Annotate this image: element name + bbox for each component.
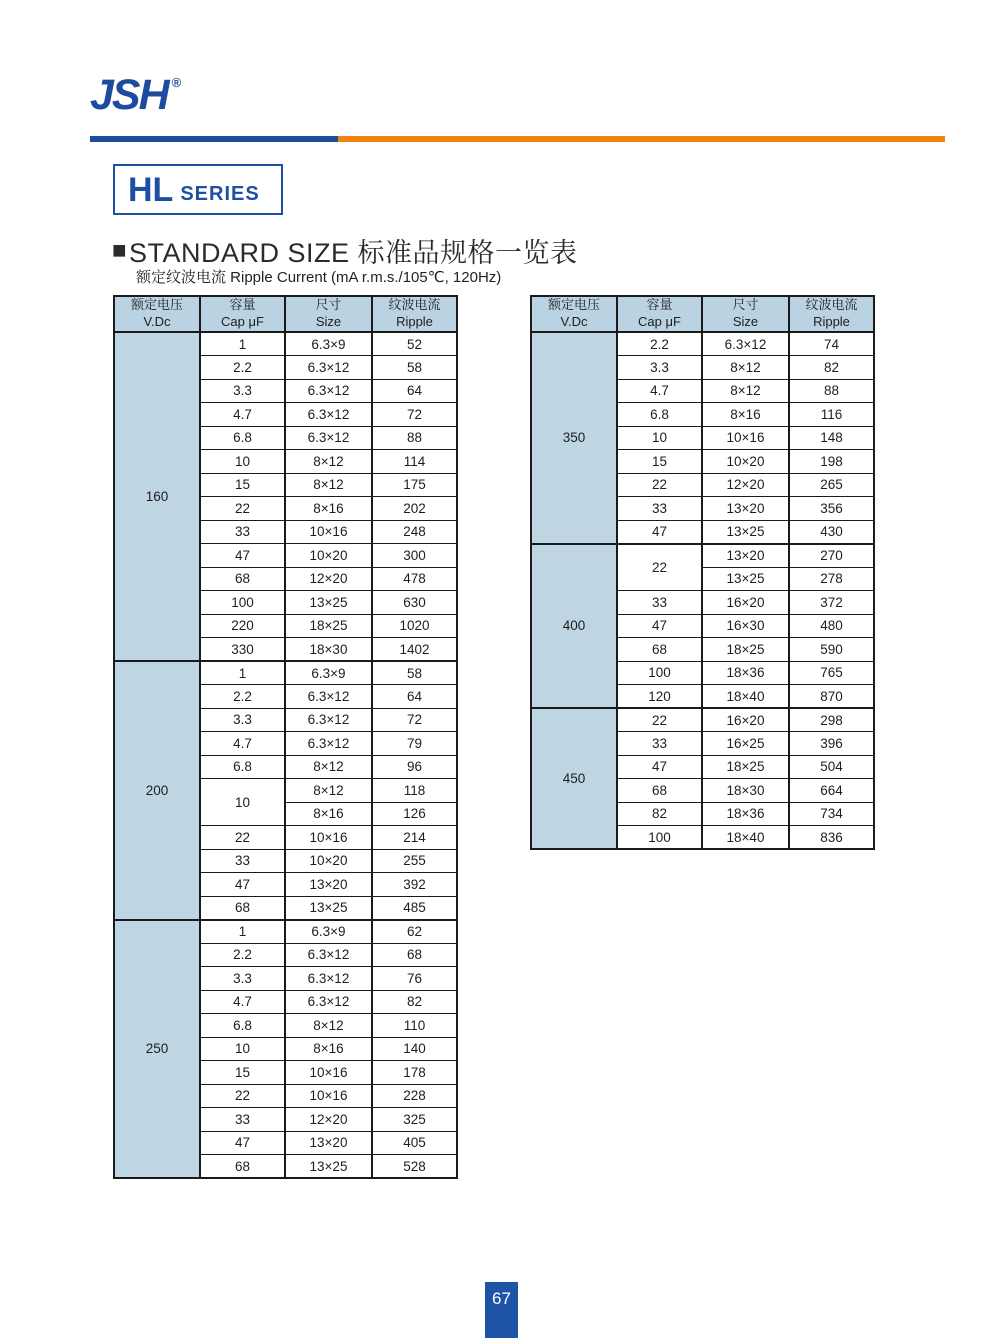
header-row (531, 296, 874, 332)
cap-cell: 68 (200, 567, 285, 591)
size-cell: 6.3×12 (285, 426, 372, 450)
spec-table-left-container (113, 295, 458, 1179)
size-cell: 8×12 (285, 779, 372, 803)
cap-cell: 10 (200, 1037, 285, 1061)
size-cell: 10×16 (285, 1084, 372, 1108)
size-cell: 6.3×12 (285, 990, 372, 1014)
ripple-cell: 88 (372, 426, 457, 450)
size-cell: 8×12 (702, 379, 789, 403)
cap-cell: 82 (617, 802, 702, 826)
ripple-cell: 270 (789, 544, 874, 568)
ripple-cell: 298 (789, 708, 874, 732)
ripple-cell: 72 (372, 403, 457, 427)
cap-cell: 68 (200, 1155, 285, 1179)
cap-cell: 4.7 (200, 990, 285, 1014)
cap-cell: 6.8 (200, 1014, 285, 1038)
ripple-cell: 82 (789, 356, 874, 380)
ripple-cell: 110 (372, 1014, 457, 1038)
table-row (531, 544, 874, 568)
ripple-cell: 64 (372, 379, 457, 403)
cap-cell: 4.7 (200, 732, 285, 756)
size-cell: 13×20 (285, 873, 372, 897)
size-cell: 6.3×12 (285, 685, 372, 709)
size-cell: 6.3×12 (285, 708, 372, 732)
size-cell: 13×25 (702, 567, 789, 591)
size-cell: 8×12 (702, 356, 789, 380)
voltage-cell: 200 (114, 661, 200, 920)
table-row (114, 332, 457, 356)
ripple-cell: 485 (372, 896, 457, 920)
ripple-cell: 140 (372, 1037, 457, 1061)
cap-cell: 10 (200, 450, 285, 474)
spec-table-right (530, 295, 875, 850)
size-cell: 18×40 (702, 685, 789, 709)
size-cell: 10×20 (285, 544, 372, 568)
size-cell: 10×20 (702, 450, 789, 474)
size-cell: 18×36 (702, 802, 789, 826)
ripple-cell: 1020 (372, 614, 457, 638)
size-cell: 18×25 (702, 755, 789, 779)
size-cell: 6.3×9 (285, 661, 372, 685)
cap-cell: 1 (200, 920, 285, 944)
size-cell: 6.3×12 (285, 403, 372, 427)
table-row (114, 661, 457, 685)
size-cell: 6.3×12 (285, 379, 372, 403)
cap-cell: 47 (200, 873, 285, 897)
size-cell: 18×25 (285, 614, 372, 638)
cap-cell: 22 (200, 497, 285, 521)
size-cell: 10×16 (285, 520, 372, 544)
size-cell: 18×40 (702, 826, 789, 850)
column-header-cap: 容量 Cap μF (200, 296, 285, 332)
ripple-cell: 630 (372, 591, 457, 615)
size-cell: 6.3×12 (285, 356, 372, 380)
divider-blue-segment (90, 136, 338, 142)
ripple-cell: 228 (372, 1084, 457, 1108)
cap-cell: 33 (200, 1108, 285, 1132)
cap-cell: 33 (617, 732, 702, 756)
ripple-cell: 255 (372, 849, 457, 873)
ripple-cell: 64 (372, 685, 457, 709)
ripple-cell: 82 (372, 990, 457, 1014)
size-cell: 13×20 (702, 544, 789, 568)
cap-cell: 47 (200, 1131, 285, 1155)
size-cell: 18×30 (702, 779, 789, 803)
spec-table-right-container (530, 295, 875, 850)
column-header-ripple: 纹波电流 Ripple (372, 296, 457, 332)
ripple-cell: 528 (372, 1155, 457, 1179)
ripple-cell: 265 (789, 473, 874, 497)
voltage-cell: 250 (114, 920, 200, 1179)
size-cell: 13×25 (702, 520, 789, 544)
registered-trademark-icon: ® (171, 75, 182, 90)
cap-cell: 33 (200, 849, 285, 873)
column-header-voltage: 额定电压 V.Dc (114, 296, 200, 332)
table-row (114, 920, 457, 944)
size-cell: 18×25 (702, 638, 789, 662)
ripple-cell: 118 (372, 779, 457, 803)
size-cell: 13×25 (285, 896, 372, 920)
size-cell: 13×20 (702, 497, 789, 521)
size-cell: 12×20 (285, 567, 372, 591)
column-header-cap: 容量 Cap μF (617, 296, 702, 332)
cap-cell: 22 (617, 544, 702, 591)
cap-cell: 47 (200, 544, 285, 568)
cap-cell: 3.3 (200, 379, 285, 403)
cap-cell: 1 (200, 332, 285, 356)
series-label: SERIES (180, 182, 260, 205)
ripple-cell: 88 (789, 379, 874, 403)
ripple-cell: 58 (372, 661, 457, 685)
cap-cell: 2.2 (617, 332, 702, 356)
size-cell: 10×20 (285, 849, 372, 873)
voltage-cell: 400 (531, 544, 617, 709)
ripple-cell: 278 (789, 567, 874, 591)
ripple-cell: 96 (372, 755, 457, 779)
cap-cell: 33 (200, 520, 285, 544)
voltage-cell: 350 (531, 332, 617, 544)
ripple-cell: 178 (372, 1061, 457, 1085)
cap-cell: 100 (617, 661, 702, 685)
cap-cell: 3.3 (200, 708, 285, 732)
ripple-cell: 72 (372, 708, 457, 732)
cap-cell: 10 (200, 779, 285, 826)
cap-cell: 120 (617, 685, 702, 709)
ripple-cell: 836 (789, 826, 874, 850)
ripple-cell: 504 (789, 755, 874, 779)
ripple-cell: 74 (789, 332, 874, 356)
section-subtitle: 额定纹波电流 Ripple Current (mA r.m.s./105℃, 120Hz) (136, 269, 502, 286)
brand-logo (90, 71, 182, 119)
size-cell: 8×16 (285, 1037, 372, 1061)
ripple-cell: 325 (372, 1108, 457, 1132)
size-cell: 8×12 (285, 1014, 372, 1038)
ripple-cell: 430 (789, 520, 874, 544)
size-cell: 18×36 (702, 661, 789, 685)
cap-cell: 15 (200, 473, 285, 497)
spec-table-left (113, 295, 458, 1179)
size-cell: 6.3×12 (285, 967, 372, 991)
size-cell: 10×16 (285, 1061, 372, 1085)
size-cell: 10×16 (285, 826, 372, 850)
series-badge (113, 164, 283, 215)
table-row (531, 708, 874, 732)
size-cell: 18×30 (285, 638, 372, 662)
size-cell: 16×20 (702, 708, 789, 732)
ripple-cell: 76 (372, 967, 457, 991)
cap-cell: 2.2 (200, 685, 285, 709)
title-bullet-icon: ■ (112, 236, 127, 264)
ripple-cell: 175 (372, 473, 457, 497)
ripple-cell: 372 (789, 591, 874, 615)
size-cell: 6.3×9 (285, 920, 372, 944)
cap-cell: 1 (200, 661, 285, 685)
ripple-cell: 198 (789, 450, 874, 474)
size-cell: 8×16 (285, 497, 372, 521)
brand-logo-text: JSH (90, 71, 168, 119)
size-cell: 8×12 (285, 450, 372, 474)
column-header-voltage: 额定电压 V.Dc (531, 296, 617, 332)
divider-orange-segment (338, 136, 945, 142)
ripple-cell: 478 (372, 567, 457, 591)
ripple-cell: 202 (372, 497, 457, 521)
size-cell: 6.3×9 (285, 332, 372, 356)
size-cell: 6.3×12 (702, 332, 789, 356)
header-row (114, 296, 457, 332)
ripple-cell: 114 (372, 450, 457, 474)
ripple-cell: 116 (789, 403, 874, 427)
ripple-cell: 396 (789, 732, 874, 756)
ripple-cell: 58 (372, 356, 457, 380)
ripple-cell: 148 (789, 426, 874, 450)
header-divider (90, 136, 945, 142)
cap-cell: 6.8 (200, 426, 285, 450)
cap-cell: 68 (200, 896, 285, 920)
cap-cell: 22 (200, 1084, 285, 1108)
ripple-cell: 480 (789, 614, 874, 638)
cap-cell: 15 (617, 450, 702, 474)
section-title-text: STANDARD SIZE 标准品规格一览表 (129, 238, 578, 268)
cap-cell: 68 (617, 638, 702, 662)
size-cell: 12×20 (285, 1108, 372, 1132)
ripple-cell: 300 (372, 544, 457, 568)
size-cell: 16×30 (702, 614, 789, 638)
cap-cell: 2.2 (200, 943, 285, 967)
ripple-cell: 765 (789, 661, 874, 685)
size-cell: 6.3×12 (285, 943, 372, 967)
ripple-cell: 126 (372, 802, 457, 826)
cap-cell: 4.7 (617, 379, 702, 403)
series-name: HL (128, 170, 174, 209)
ripple-cell: 664 (789, 779, 874, 803)
column-header-size: 尺寸 Size (702, 296, 789, 332)
column-header-ripple: 纹波电流 Ripple (789, 296, 874, 332)
ripple-cell: 52 (372, 332, 457, 356)
cap-cell: 15 (200, 1061, 285, 1085)
size-cell: 8×16 (285, 802, 372, 826)
section-title (112, 231, 578, 270)
ripple-cell: 68 (372, 943, 457, 967)
cap-cell: 68 (617, 779, 702, 803)
cap-cell: 22 (617, 708, 702, 732)
size-cell: 12×20 (702, 473, 789, 497)
size-cell: 6.3×12 (285, 732, 372, 756)
cap-cell: 6.8 (617, 403, 702, 427)
ripple-cell: 79 (372, 732, 457, 756)
ripple-cell: 392 (372, 873, 457, 897)
ripple-cell: 590 (789, 638, 874, 662)
cap-cell: 2.2 (200, 356, 285, 380)
cap-cell: 10 (617, 426, 702, 450)
cap-cell: 47 (617, 755, 702, 779)
size-cell: 8×16 (702, 403, 789, 427)
cap-cell: 6.8 (200, 755, 285, 779)
ripple-cell: 214 (372, 826, 457, 850)
cap-cell: 100 (200, 591, 285, 615)
cap-cell: 3.3 (200, 967, 285, 991)
size-cell: 16×25 (702, 732, 789, 756)
cap-cell: 3.3 (617, 356, 702, 380)
size-cell: 13×25 (285, 1155, 372, 1179)
table-row (531, 332, 874, 356)
size-cell: 16×20 (702, 591, 789, 615)
size-cell: 13×25 (285, 591, 372, 615)
cap-cell: 47 (617, 520, 702, 544)
ripple-cell: 1402 (372, 638, 457, 662)
cap-cell: 4.7 (200, 403, 285, 427)
voltage-cell: 160 (114, 332, 200, 661)
ripple-cell: 734 (789, 802, 874, 826)
cap-cell: 47 (617, 614, 702, 638)
voltage-cell: 450 (531, 708, 617, 849)
size-cell: 8×12 (285, 755, 372, 779)
ripple-cell: 405 (372, 1131, 457, 1155)
size-cell: 8×12 (285, 473, 372, 497)
ripple-cell: 248 (372, 520, 457, 544)
cap-cell: 220 (200, 614, 285, 638)
ripple-cell: 356 (789, 497, 874, 521)
cap-cell: 33 (617, 497, 702, 521)
size-cell: 10×16 (702, 426, 789, 450)
ripple-cell: 870 (789, 685, 874, 709)
cap-cell: 22 (617, 473, 702, 497)
cap-cell: 22 (200, 826, 285, 850)
cap-cell: 100 (617, 826, 702, 850)
cap-cell: 33 (617, 591, 702, 615)
ripple-cell: 62 (372, 920, 457, 944)
cap-cell: 330 (200, 638, 285, 662)
size-cell: 13×20 (285, 1131, 372, 1155)
page-number-badge: 67 (485, 1282, 518, 1338)
column-header-size: 尺寸 Size (285, 296, 372, 332)
